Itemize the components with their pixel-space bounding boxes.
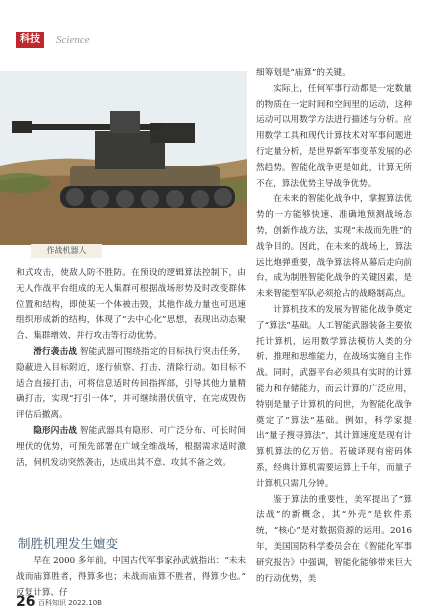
paragraph-text: 智能武器具有隐形、可广泛分布、可长时间埋伏的优势，可预先部署在广域全维战场，根据需求适时激活，伺机发动突然袭击，达成出其不意、攻其不备之效。 (16, 425, 246, 468)
figure-caption: 作战机器人 (31, 244, 102, 258)
paragraph: 在未来的智能化战争中，掌握算法优势的一方能够快速、准确地预测战场态势，创新作战方法，实现“未战而先胜”的战争目的。因此，在未来的战场上，算法远比炮弹重要，战争算法将从幕后走向前台，成为制胜智能化战争的关键因素，是未来智能型军队必须抢占的战略制高点。 (256, 194, 412, 300)
right-column (256, 66, 412, 587)
left-column-after-heading (16, 554, 246, 601)
paragraph: 和式攻击，使敌人防不胜防。在预设的逻辑算法控制下，由无人作战平台组成的无人集群可根据战场形势及时改变群体位置和结构，即使某一个体被击毁，其他作战力量也可迅速组织形成新的结构，体现了“去中心化”思想，表现出动态聚合、集群增效、并行攻击等行动优势。 (16, 268, 246, 342)
paragraph-text: 智能武器可围绕指定的目标执行突击任务，隐蔽进入目标附近，逐行侦察、打击、清除行动。如目标不适合直接打击，可将信息适时传回指挥部，引导其他力量精确打击，实现“打引一体”，并可继续潜伏值守，在完成毁伤评估后撤离。 (16, 346, 246, 421)
paragraph-stealth-attack (16, 424, 246, 471)
magazine-issue: 百科知识 2022.10B (38, 599, 102, 607)
section-english-label: Science (56, 34, 90, 46)
paragraph-sliding-attack (16, 345, 246, 424)
subhead-stealth-attack: 隐形闪击战 (33, 425, 77, 436)
left-column (16, 266, 246, 471)
paragraph: 实际上，任何军事行动都是一定数量的物质在一定时间和空间里的运动，这种运动可以用数学方法进行描述与分析。应用数学工具和现代计算技术对军事问题进行定量分析，是世界新军事变革发展的必然趋势。智能化战争更是如此，计算无所不在，算法优势主导战争优势。 (256, 83, 412, 189)
paragraph: 细筹划是“庙算”的关键。 (256, 68, 351, 78)
section-heading: 制胜机理发生嬗变 (18, 536, 119, 551)
page-number: 26 (16, 594, 36, 610)
paragraph: 鉴于算法的重要性，美军提出了“算法战”的新概念，其“外壳”是软件系统，“核心”是对数据资源的运用。2016 年，美国国防科学委员会在《智能化军事研究报告》中强调，智能化能够带来巨大的行动优势，美 (256, 494, 412, 584)
paragraph: 早在 2000 多年前，中国古代军事家孙武就指出：“未未战而庙算胜者，得算多也；未战而庙算不胜者，得算少也。” 反复计算、仔 (16, 556, 246, 598)
subhead-sliding-attack: 滑行袭击战 (33, 346, 77, 357)
section-tag: 科技 (16, 32, 44, 48)
paragraph: 计算机技术的发展为智能化战争奠定了“算法”基础。人工智能武器装备主要依托计算机，运用数学算法模仿人类的分析、推理和思维能力，在战场实施自主作战。同时，武器平台必须具有实时的计算能力和存储能力，而云计算的广泛应用，特别是量子计算机的问世，为智能化战争奠定了“算法”基础。例如，科学家提出“量子搜寻算法”，其计算速度是现有计算机算法的亿万倍。若破译现有密码体系，经典计算机需要运算上千年，而量子计算机只需几分钟。 (256, 304, 412, 489)
combat-robot-photo (0, 71, 247, 245)
